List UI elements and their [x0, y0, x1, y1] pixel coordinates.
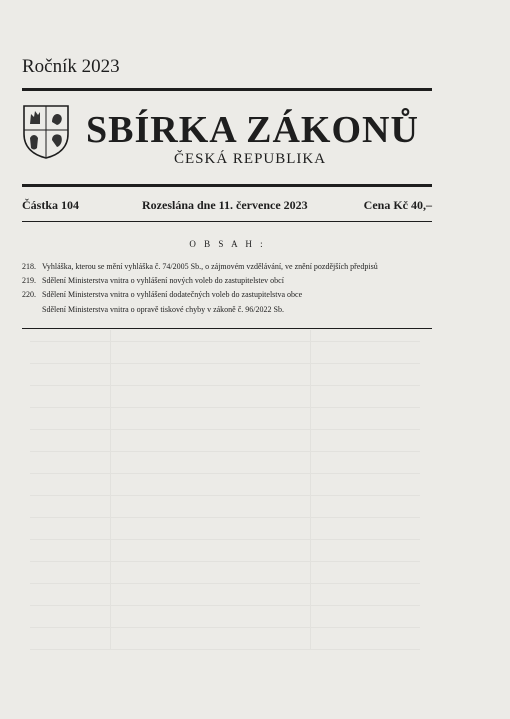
list-item	[22, 260, 442, 274]
distribution-date: Rozeslána dne 11. července 2023	[142, 198, 308, 212]
item-number	[22, 303, 42, 317]
gazette-title: SBÍRKA ZÁKONŮ	[86, 109, 419, 151]
item-number: 220.	[22, 290, 36, 300]
state-emblem-icon	[22, 104, 70, 160]
list-item	[22, 303, 442, 317]
list-item	[22, 288, 442, 302]
list-item	[22, 274, 442, 288]
item-text: Sdělení Ministerstva vnitra o vyhlášení dodatečných voleb do zastupitelstva obce	[42, 290, 303, 300]
item-text: Sdělení Ministerstva vnitra o opravě tiskové chyby v zákoně č. 96/2022 Sb.	[42, 304, 284, 314]
meta-bottom-rule	[22, 221, 432, 222]
top-rule	[22, 88, 432, 91]
item-text: Vyhláška, kterou se mění vyhláška č. 74/2005 Sb., o zájmovém vzdělávání, ve znění pozdějších předpisů	[42, 262, 378, 271]
contents-heading: O B S A H :	[189, 239, 266, 249]
gazette-subtitle: ČESKÁ REPUBLIKA	[174, 151, 327, 167]
item-number: 218.	[22, 262, 36, 271]
item-number: 219.	[22, 276, 36, 286]
issue-number: Částka 104	[22, 198, 80, 212]
contents-list	[22, 260, 442, 317]
contents-bottom-rule	[22, 328, 432, 329]
meta-top-rule	[22, 184, 432, 187]
item-text: Sdělení Ministerstva vnitra o vyhlášení nových voleb do zastupitelstev obcí	[42, 276, 284, 286]
show-through-texture	[30, 330, 420, 650]
volume-year: Ročník 2023	[22, 56, 120, 77]
price: Cena Kč 40,–	[363, 198, 432, 212]
